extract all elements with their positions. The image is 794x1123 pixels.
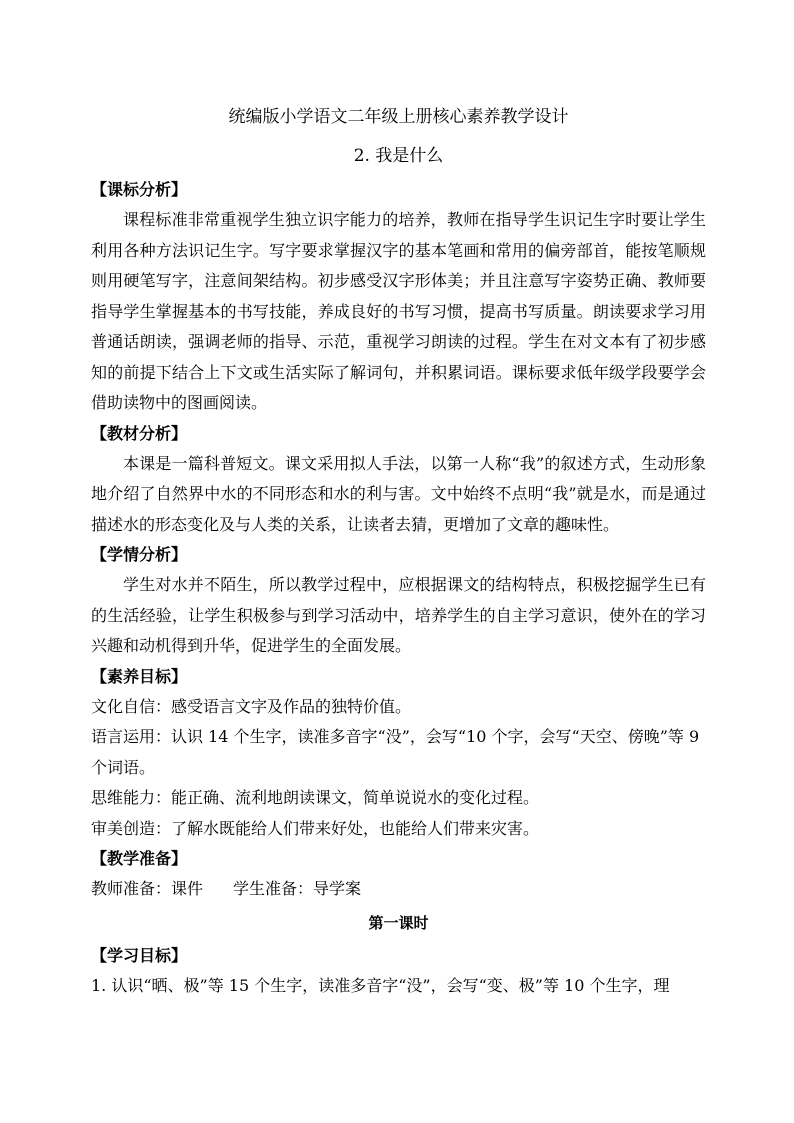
goal-item-thinking: 思维能力：能正确、流利地朗读课文，简单说说水的变化过程。 xyxy=(91,788,540,807)
paragraph-curriculum: 课程标准非常重视学生独立识字能力的培养，教师在指导学生识记生字时要让学生利用各种方法识记生字。写字要求掌握汉字的基本笔画和常用的偏旁部首，能按笔顺规则用硬笔写字，注意间架结构。初步感受汉字形体美；并且注意写字姿势正确、教师要指导学生掌握基本的书写技能，养成良好的书写习惯，提高书写质量。朗读要求学习用普通话朗读，强调老师的指导、示范，重视学习朗读的过程。学生在对文本有了初步感知的前提下结合上下文或生活实际了解词句，并积累词语。课标要求低年级学段要学会借助读物中的图画阅读。 xyxy=(91,210,706,412)
preparation-line xyxy=(91,874,706,905)
goal-item-culture: 文化自信：感受语言文字及作品的独特价值。 xyxy=(91,696,412,716)
paragraph-students: 学生对水并不陌生，所以教学过程中，应根据课文的结构特点，积极挖掘学生已有的生活经验，让学生积极参与到学习活动中，培养学生的自主学习意识，使外在的学习兴趣和动机得到升华，促进学生的全面发展。 xyxy=(91,575,706,655)
section-textbook xyxy=(91,419,706,541)
section-heading-textbook: 【教材分析】 xyxy=(91,423,188,443)
paragraph-textbook: 本课是一篇科普短文。课文采用拟人手法，以第一人称“我”的叙述方式，生动形象地介绍了自然界中水的不同形态和水的利与害。文中始终不点明“我”就是水，而是通过描述水的形态变化及与人类的关系，让读者去猜，更增加了文章的趣味性。 xyxy=(91,453,706,534)
section-heading-goals: 【素养目标】 xyxy=(91,666,188,686)
goal-item-language: 语言运用：认识 14 个生字，读准多音字“没”，会写“10 个字，会写“天空、傍晚”等 9 个词语。 xyxy=(91,727,700,777)
section-heading-curriculum: 【课标分析】 xyxy=(91,180,188,199)
section-students xyxy=(91,540,706,662)
student-preparation: 学生准备：导学案 xyxy=(233,879,362,898)
section-heading-students: 【学情分析】 xyxy=(91,545,188,564)
section-curriculum xyxy=(91,175,706,419)
objective-item-1: 1. 认识“晒、极”等 15 个生字，读准多音字“没”，会写“变、极”等 10 个生字，理 xyxy=(91,975,670,995)
class-period-label: 第一课时 xyxy=(368,913,429,932)
teacher-preparation: 教师准备：课件 xyxy=(91,879,204,898)
section-objectives xyxy=(91,941,706,1002)
section-heading-preparation: 【教学准备】 xyxy=(91,849,188,868)
section-heading-objectives: 【学习目标】 xyxy=(91,945,188,965)
section-preparation xyxy=(91,844,706,905)
goal-item-aesthetic: 审美创造：了解水既能给人们带来好处，也能给人们带来灾害。 xyxy=(91,818,540,838)
document-title: 统编版小学语文二年级上册核心素养教学设计 xyxy=(228,107,569,127)
lesson-title: 2. 我是什么 xyxy=(353,146,444,166)
section-goals xyxy=(91,662,706,845)
